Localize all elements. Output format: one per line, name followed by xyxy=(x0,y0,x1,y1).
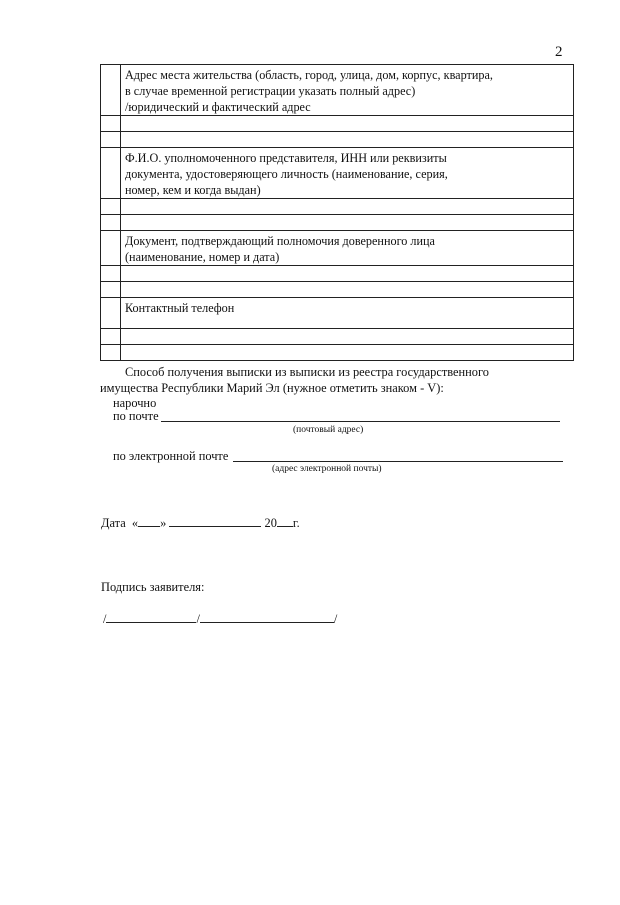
table-row-phone-entry-2 xyxy=(101,345,574,361)
signature-label: Подпись заявителя: xyxy=(101,580,205,594)
table-row-phone xyxy=(101,298,574,329)
authority-document-label-line: (наименование, номер и дата) xyxy=(125,250,280,264)
receipt-method-intro-line: Способ получения выписки из выписки из реестра государственного xyxy=(125,365,489,379)
receipt-method-section xyxy=(100,364,574,396)
signature-line xyxy=(103,610,337,627)
applicant-form-table xyxy=(100,64,574,361)
row-number-cell xyxy=(101,116,121,132)
date-month-field[interactable] xyxy=(169,514,261,527)
receipt-method-intro xyxy=(100,364,574,396)
table-row-representative xyxy=(101,148,574,199)
row-number-cell xyxy=(101,282,121,298)
representative-label xyxy=(121,148,574,199)
row-number-cell xyxy=(101,298,121,329)
representative-label-line: Ф.И.О. уполномоченного представителя, ИНН или реквизиты xyxy=(125,151,447,165)
email-address-field[interactable] xyxy=(233,461,563,462)
table-row-phone-entry-1 xyxy=(101,329,574,345)
signature-slash: / xyxy=(103,612,107,626)
authority-document-entry-cell[interactable] xyxy=(121,282,574,298)
option-email[interactable]: по электронной почте xyxy=(113,449,229,463)
option-post[interactable]: по почте xyxy=(113,409,159,423)
signature-slash: / xyxy=(196,612,200,626)
option-in-person[interactable]: нарочно xyxy=(113,396,157,410)
table-row-authority-document-entry-1 xyxy=(101,266,574,282)
row-number-cell xyxy=(101,65,121,116)
date-day-field[interactable] xyxy=(138,514,160,527)
postal-address-hint: (почтовый адрес) xyxy=(293,425,364,435)
authority-document-label xyxy=(121,231,574,266)
authority-document-label-line: Документ, подтверждающий полномочия доверенного лица xyxy=(125,234,435,248)
date-open-quote: « xyxy=(131,516,139,530)
address-label xyxy=(121,65,574,116)
row-number-cell xyxy=(101,215,121,231)
table-row-authority-document-entry-2 xyxy=(101,282,574,298)
phone-label xyxy=(121,298,574,329)
phone-label-line: Контактный телефон xyxy=(125,301,235,315)
representative-entry-cell[interactable] xyxy=(121,199,574,215)
signature-field[interactable] xyxy=(106,610,196,623)
row-number-cell xyxy=(101,199,121,215)
representative-entry-cell[interactable] xyxy=(121,215,574,231)
address-label-line: в случае временной регистрации указать полный адрес) xyxy=(125,84,416,98)
table-row-address xyxy=(101,65,574,116)
row-number-cell xyxy=(101,231,121,266)
row-number-cell xyxy=(101,329,121,345)
receipt-method-intro-line: имущества Республики Марий Эл (нужное отметить знаком - V): xyxy=(100,381,444,395)
date-label: Дата xyxy=(101,516,126,530)
phone-entry-cell[interactable] xyxy=(121,345,574,361)
date-line xyxy=(101,514,300,531)
postal-address-field[interactable] xyxy=(161,421,560,422)
representative-label-line: документа, удостоверяющего личность (наименование, серия, xyxy=(125,167,448,181)
email-address-hint: (адрес электронной почты) xyxy=(272,464,382,474)
signature-slash: / xyxy=(333,612,338,626)
table-row-authority-document xyxy=(101,231,574,266)
authority-document-entry-cell[interactable] xyxy=(121,266,574,282)
date-year-suffix: г. xyxy=(292,516,300,530)
page-number: 2 xyxy=(555,44,563,60)
address-entry-cell[interactable] xyxy=(121,116,574,132)
date-close-quote: » xyxy=(160,516,167,530)
address-entry-cell[interactable] xyxy=(121,132,574,148)
address-label-line: /юридический и фактический адрес xyxy=(125,100,311,114)
signature-name-field[interactable] xyxy=(200,610,334,623)
row-number-cell xyxy=(101,266,121,282)
row-number-cell xyxy=(101,132,121,148)
table-row-address-entry-2 xyxy=(101,132,574,148)
date-year-prefix: 20 xyxy=(264,516,277,530)
row-number-cell xyxy=(101,148,121,199)
date-year-field[interactable] xyxy=(277,514,293,527)
representative-label-line: номер, кем и когда выдан) xyxy=(125,183,261,197)
table-row-representative-entry-2 xyxy=(101,215,574,231)
table-row-address-entry-1 xyxy=(101,116,574,132)
address-label-line: Адрес места жительства (область, город, улица, дом, корпус, квартира, xyxy=(125,68,493,82)
phone-entry-cell[interactable] xyxy=(121,329,574,345)
table-row-representative-entry-1 xyxy=(101,199,574,215)
row-number-cell xyxy=(101,345,121,361)
